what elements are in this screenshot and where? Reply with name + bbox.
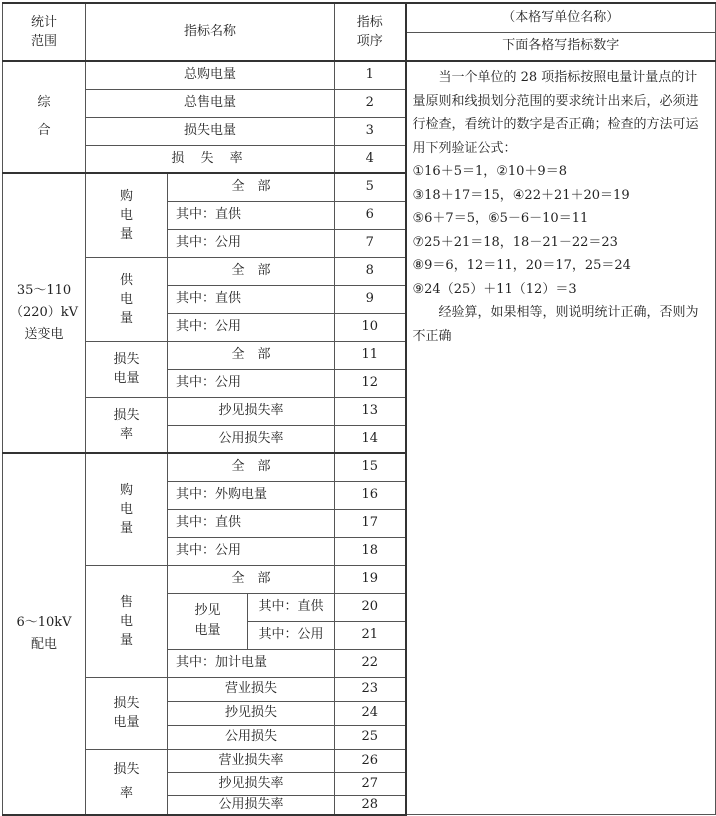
notes-formula: ⑤6＋7＝5，⑥5－6－10＝11 — [412, 211, 589, 226]
row-label: 全 部 — [168, 341, 335, 369]
row-label: 抄见损失率 — [168, 397, 335, 425]
row-label: 损 失 率 — [86, 145, 335, 173]
subgroup-loss-energy: 损失 电量 — [86, 677, 168, 749]
line-loss-indicator-table — [2, 2, 716, 816]
row-label: 其中：公用 — [248, 621, 335, 649]
row-label: 其中：公用 — [168, 369, 335, 397]
row-order: 27 — [335, 772, 406, 795]
row-label: 全 部 — [168, 565, 335, 593]
verification-notes — [406, 61, 716, 815]
row-label: 其中：直供 — [168, 509, 335, 537]
notes-formula: ③18＋17＝15，④22＋21＋20＝19 — [412, 187, 630, 203]
row-order: 12 — [335, 369, 406, 397]
row-label: 其中：直供 — [168, 201, 335, 229]
row-order: 26 — [335, 749, 406, 772]
header-order: 指标 项序 — [335, 3, 406, 61]
subgroup-sale: 售 电 量 — [86, 565, 168, 677]
row-order: 5 — [335, 173, 406, 201]
notes-intro: 当一个单位的 28 项指标按照电量计量点的计量原则和线损划分范围的要求统计出来后，必须进行检查，看统计的数字是否正确；检查的方法可运用下列验证公式： — [412, 70, 699, 156]
row-order: 19 — [335, 565, 406, 593]
row-label: 其中：直供 — [168, 285, 335, 313]
row-order: 2 — [335, 89, 406, 117]
subgroup-purchase: 购 电 量 — [86, 453, 168, 565]
row-order: 15 — [335, 453, 406, 481]
row-label: 营业损失 — [168, 677, 335, 701]
row-label: 公用损失 — [168, 725, 335, 749]
row-order: 23 — [335, 677, 406, 701]
subgroup-purchase: 购 电 量 — [86, 173, 168, 257]
row-order: 1 — [335, 61, 406, 89]
row-label: 全 部 — [168, 173, 335, 201]
row-order: 16 — [335, 481, 406, 509]
row-order: 7 — [335, 229, 406, 257]
row-label: 其中：外购电量 — [168, 481, 335, 509]
row-label: 抄见损失率 — [168, 772, 335, 795]
group-distribution: 6～10kV 配电 — [3, 453, 86, 815]
header-scope: 统计 范围 — [3, 3, 86, 61]
row-order: 4 — [335, 145, 406, 173]
notes-formula: ⑧9＝6，12＝11，20＝17，25＝24 — [412, 258, 631, 273]
header-indicator-name: 指标名称 — [86, 3, 335, 61]
notes-formula: ⑨24（25）＋11（12）＝3 — [412, 281, 577, 297]
group-transmission: 35～110 （220）kV 送变电 — [3, 173, 86, 453]
row-label: 其中：公用 — [168, 313, 335, 341]
row-order: 20 — [335, 593, 406, 621]
row-order: 21 — [335, 621, 406, 649]
notes-formula: ⑦25＋21＝18，18－21－22＝23 — [412, 234, 618, 250]
notes-formula: ①16＋5＝1，②10＋9＝8 — [412, 164, 567, 179]
row-order: 14 — [335, 425, 406, 453]
row-order: 3 — [335, 117, 406, 145]
row-order: 9 — [335, 285, 406, 313]
header-numbers-note: 下面各格写指标数字 — [406, 32, 716, 61]
row-label: 其中：加计电量 — [168, 649, 335, 677]
notes-conclusion: 经验算，如果相等，则说明统计正确，否则为不正确 — [412, 305, 699, 344]
subgroup-supply: 供 电 量 — [86, 257, 168, 341]
row-order: 10 — [335, 313, 406, 341]
row-label: 其中：公用 — [168, 537, 335, 565]
row-label: 总购电量 — [86, 61, 335, 89]
row-order: 22 — [335, 649, 406, 677]
row-order: 8 — [335, 257, 406, 285]
row-label: 总售电量 — [86, 89, 335, 117]
subgroup-meter-read: 抄见 电量 — [168, 593, 248, 649]
row-label: 营业损失率 — [168, 749, 335, 772]
row-label: 其中：公用 — [168, 229, 335, 257]
row-label: 全 部 — [168, 257, 335, 285]
group-comprehensive: 综 合 — [3, 61, 86, 173]
row-label: 抄见损失 — [168, 701, 335, 725]
subgroup-loss-rate: 损失 率 — [86, 397, 168, 453]
row-order: 6 — [335, 201, 406, 229]
row-label: 公用损失率 — [168, 425, 335, 453]
row-label: 损失电量 — [86, 117, 335, 145]
row-order: 28 — [335, 795, 406, 815]
row-order: 25 — [335, 725, 406, 749]
subgroup-loss-energy: 损失 电量 — [86, 341, 168, 397]
row-order: 18 — [335, 537, 406, 565]
subgroup-loss-rate: 损失 率 — [86, 749, 168, 815]
header-unit-name: （本格写单位名称） — [406, 3, 716, 32]
row-order: 17 — [335, 509, 406, 537]
row-label: 全 部 — [168, 453, 335, 481]
row-label: 其中：直供 — [248, 593, 335, 621]
row-order: 11 — [335, 341, 406, 369]
row-order: 24 — [335, 701, 406, 725]
row-label: 公用损失率 — [168, 795, 335, 815]
row-order: 13 — [335, 397, 406, 425]
